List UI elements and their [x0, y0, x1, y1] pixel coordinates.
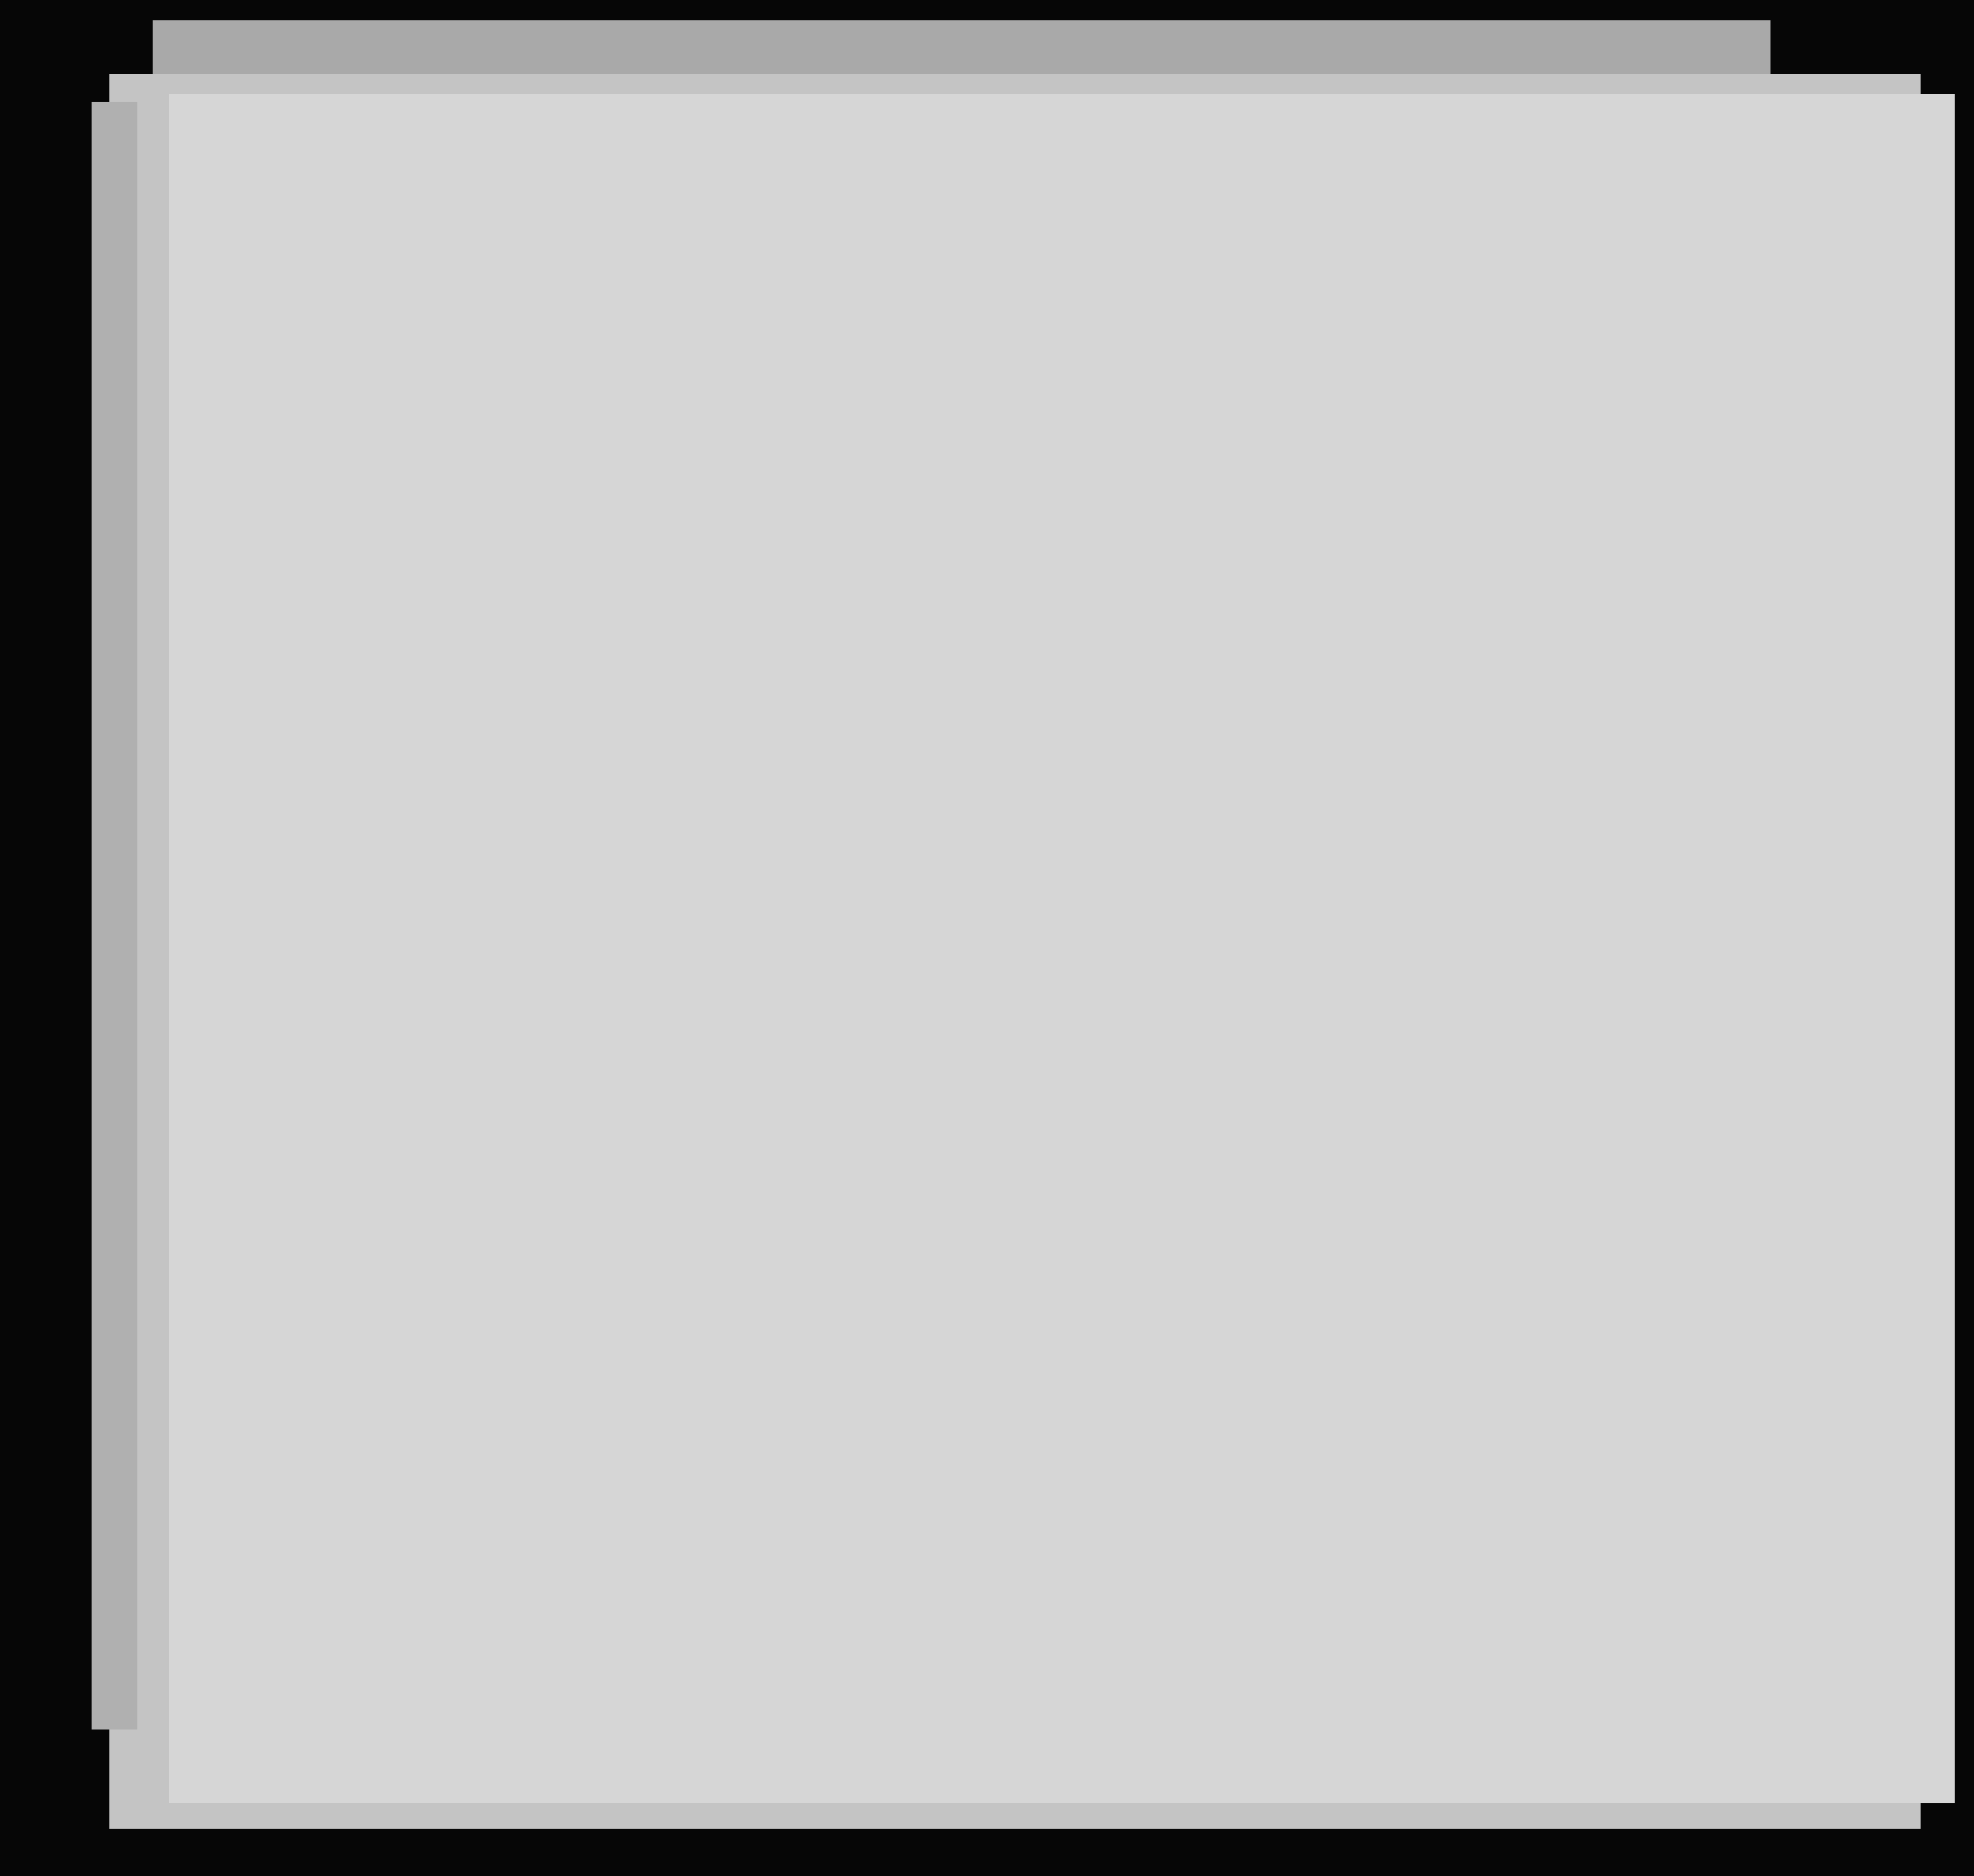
col-3-header: [367, 369, 703, 389]
binding-strip: [92, 102, 137, 1730]
col-4-header: [708, 361, 785, 427]
col-13-header: [1563, 384, 1619, 404]
col-1-header: [215, 359, 250, 415]
col-16-header: [1802, 376, 1924, 397]
col-7-header: [1080, 366, 1176, 422]
col-15-header: [1680, 371, 1797, 417]
col-12-header: [1461, 384, 1558, 404]
col-8-header: [1181, 369, 1227, 415]
col-3a-header: [367, 407, 535, 427]
col-3b-header: [540, 407, 703, 427]
col-10-header: [1288, 384, 1354, 404]
col-5-header: [790, 376, 896, 417]
col-14-header: [1624, 384, 1675, 404]
col-11-header: [1359, 384, 1456, 404]
table-grid: [169, 94, 1955, 1803]
col-6-header: [902, 369, 1075, 389]
col-9-header: [1232, 384, 1283, 404]
col-6b-header: [991, 407, 1075, 427]
col-6a-header: [902, 407, 985, 427]
manifest-sheet: [169, 94, 1955, 1803]
col-2-header: [258, 359, 362, 435]
